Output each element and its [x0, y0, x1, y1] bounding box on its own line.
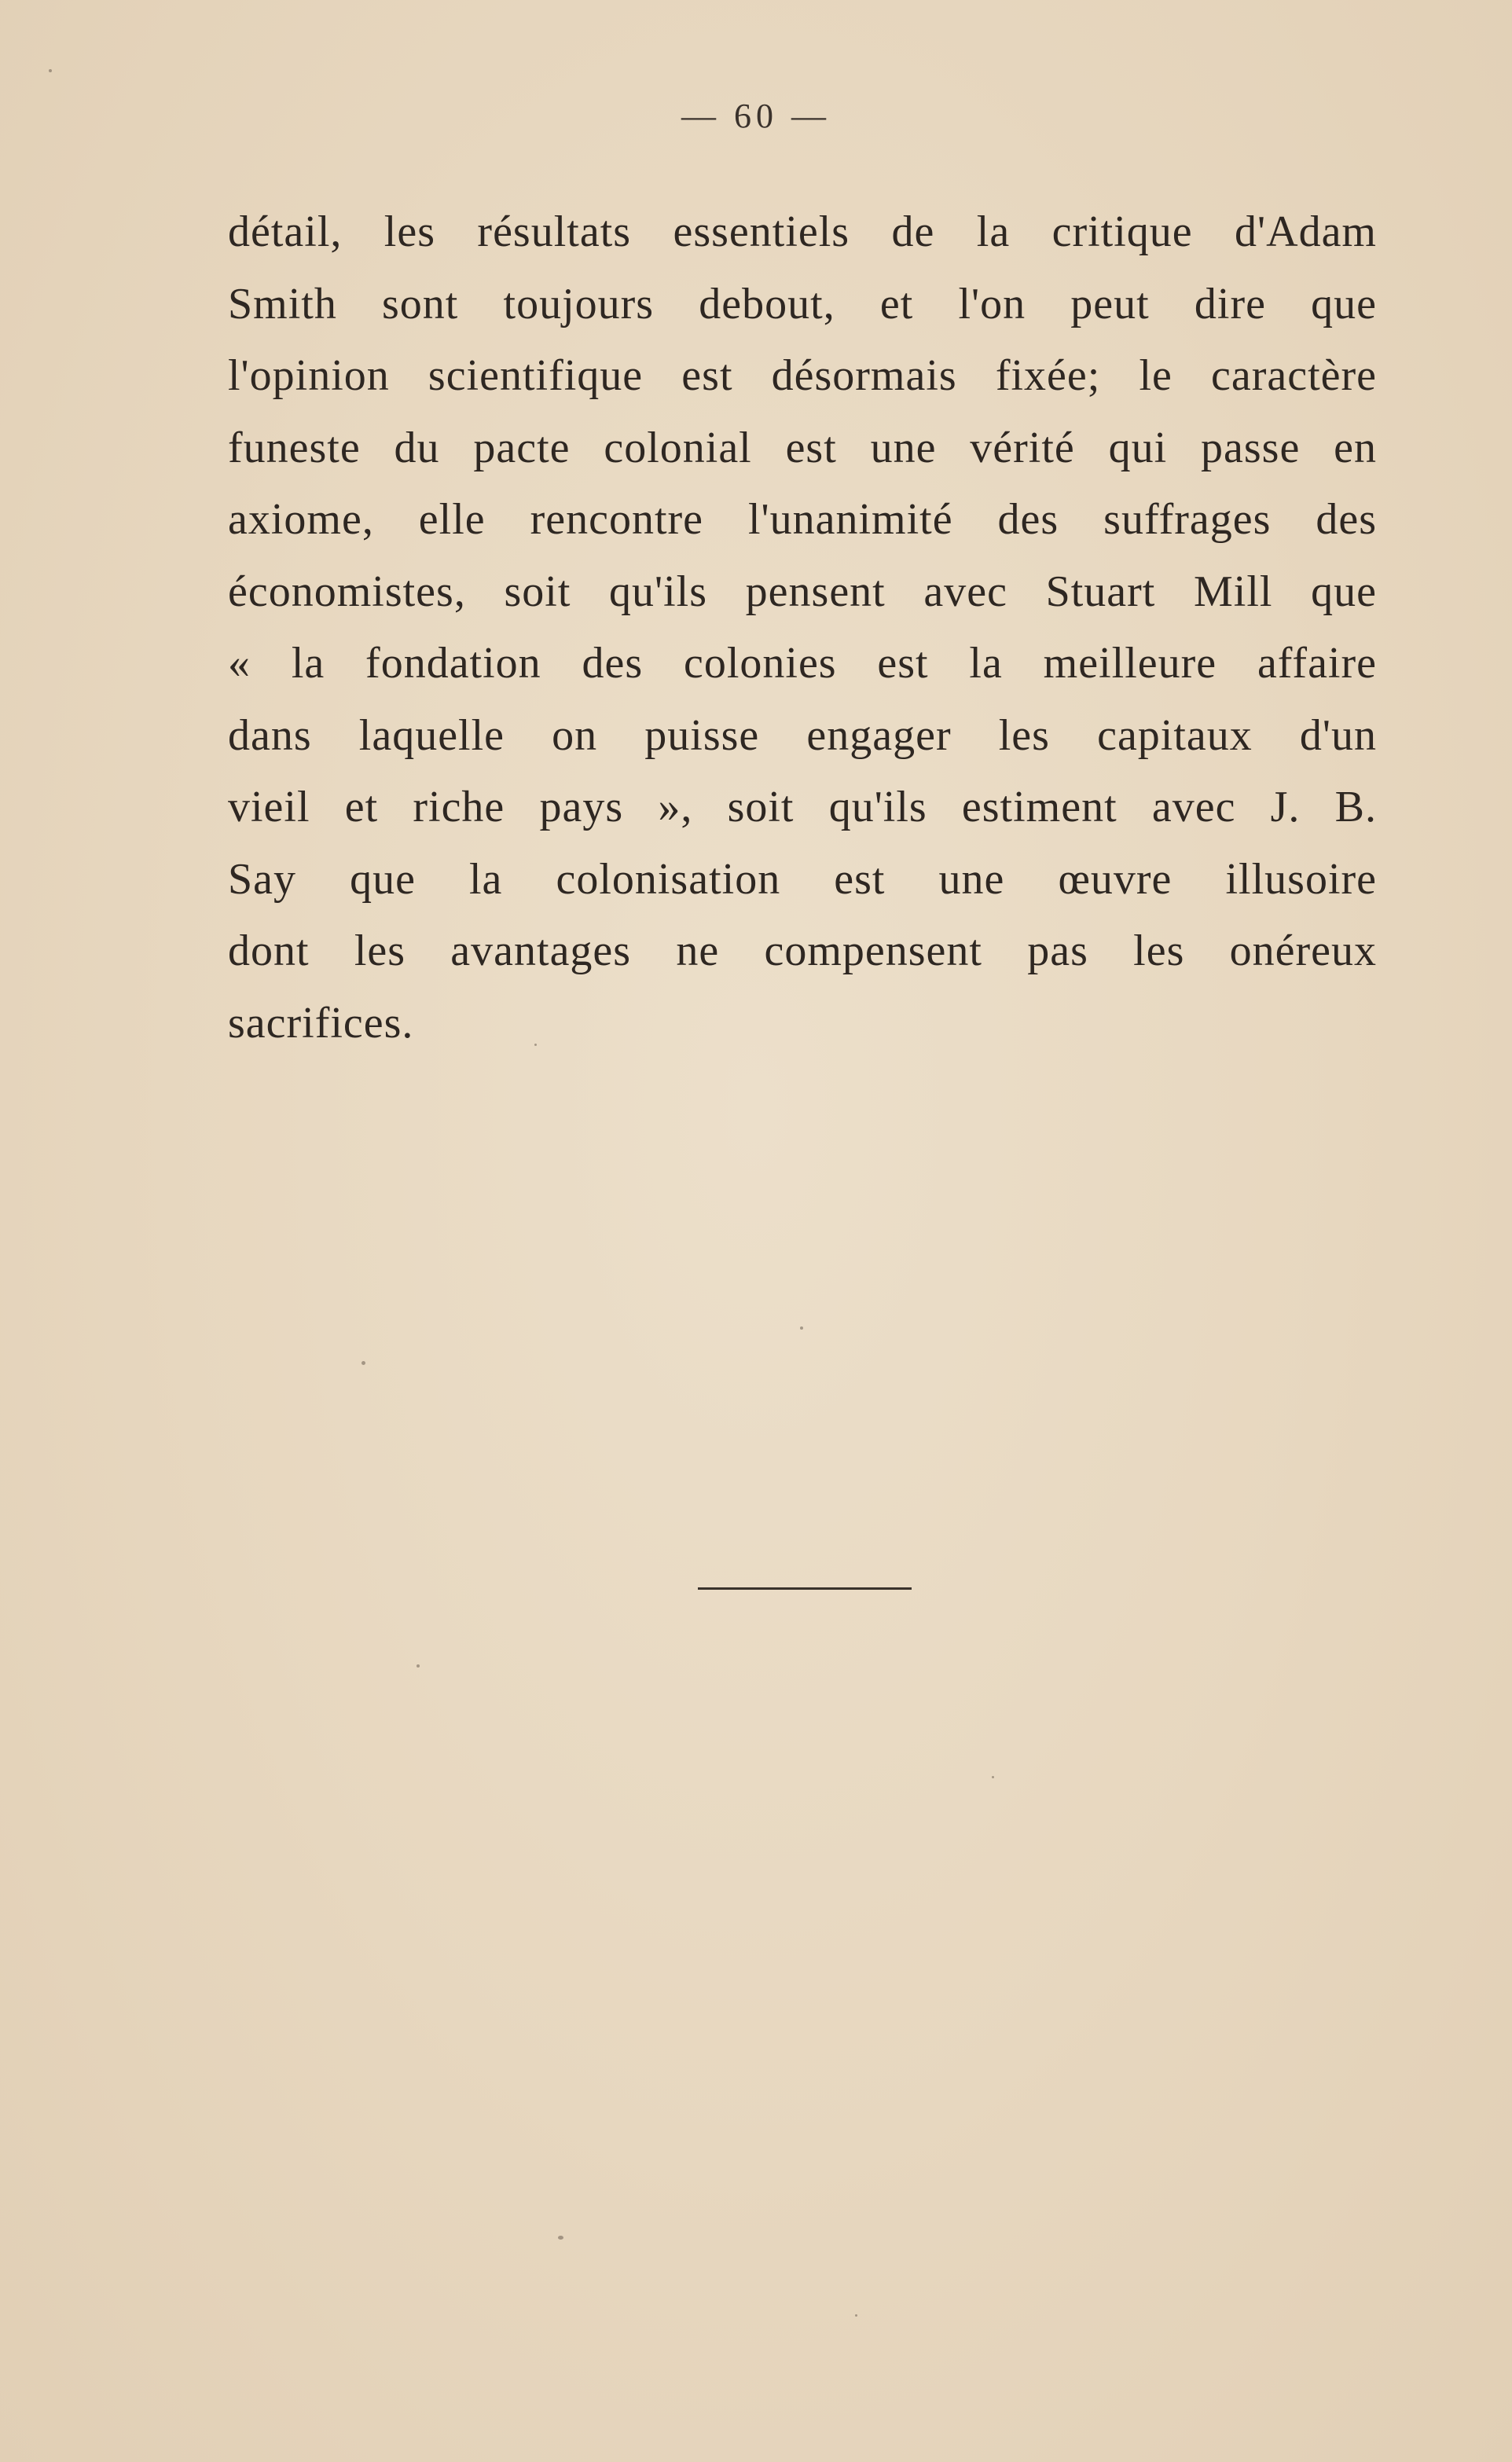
text-line: dans laquelle on puisse engager les capitaux d'un [228, 710, 1377, 760]
end-rule [698, 1587, 912, 1590]
paper-speck [534, 1044, 537, 1046]
text-line: Smith sont toujours debout, et l'on peut dire que [228, 279, 1377, 328]
paper-speck [417, 1664, 420, 1668]
text-line: « la fondation des colonies est la meilleure affaire [228, 639, 1377, 688]
paper-speck [992, 1776, 994, 1778]
paper-speck [558, 2236, 563, 2240]
body-text [228, 196, 1377, 1059]
text-line: dont les avantages ne compensent pas les onéreux [228, 926, 1377, 975]
text-line: axiome, elle rencontre l'unanimité des suffrages des [228, 495, 1377, 544]
paper-speck [800, 1326, 803, 1330]
text-line: Say que la colonisation est une œuvre illusoire [228, 854, 1377, 904]
text-line: détail, les résultats essentiels de la critique d'Adam [228, 207, 1377, 256]
page-number: — 60 — [681, 97, 831, 135]
text-line: sacrifices. [228, 998, 414, 1048]
text-line: vieil et riche pays », soit qu'ils estiment avec J. B. [228, 783, 1377, 831]
text-line: funeste du pacte colonial est une vérité qui passe en [228, 423, 1377, 472]
paper-speck [361, 1361, 365, 1365]
paper-speck [855, 2314, 857, 2317]
text-line: économistes, soit qu'ils pensent avec Stuart Mill que [228, 567, 1377, 616]
text-line: l'opinion scientifique est désormais fixée; le caractère [228, 351, 1377, 400]
paper-speck [49, 69, 52, 72]
